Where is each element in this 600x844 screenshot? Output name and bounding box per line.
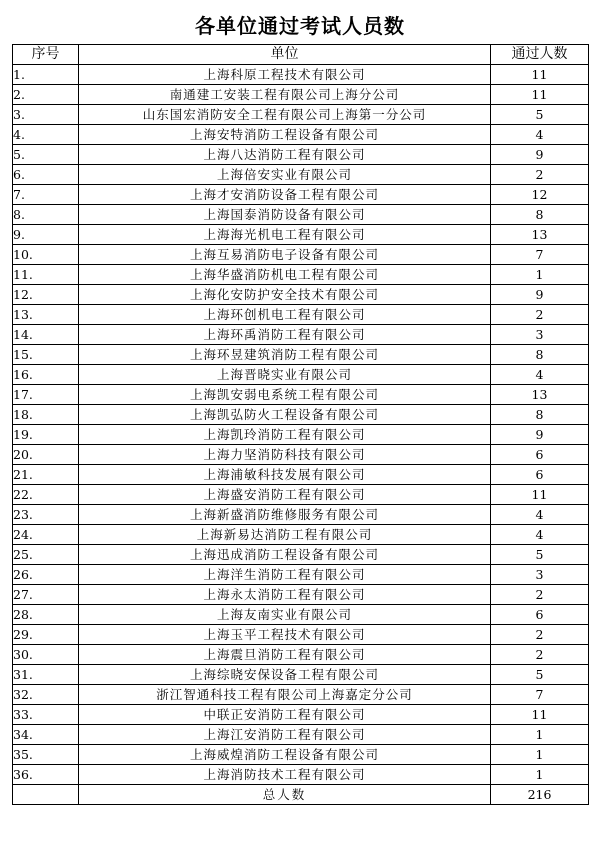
table-row [13, 65, 589, 85]
row-unit: 上海才安消防设备工程有限公司 [79, 185, 491, 205]
row-count: 5 [491, 545, 589, 565]
row-index: 1. [13, 65, 79, 85]
row-unit: 上海倍安实业有限公司 [79, 165, 491, 185]
row-count: 2 [491, 305, 589, 325]
row-unit: 上海威煌消防工程设备有限公司 [79, 745, 491, 765]
row-unit: 上海力坚消防科技有限公司 [79, 445, 491, 465]
table-row [13, 445, 589, 465]
table-row [13, 105, 589, 125]
row-count: 4 [491, 365, 589, 385]
row-count: 13 [491, 225, 589, 245]
row-count: 5 [491, 105, 589, 125]
row-unit: 上海迅成消防工程设备有限公司 [79, 545, 491, 565]
row-unit: 上海永太消防工程有限公司 [79, 585, 491, 605]
row-count: 13 [491, 385, 589, 405]
row-index: 30. [13, 645, 79, 665]
row-index: 25. [13, 545, 79, 565]
row-unit: 上海浦敏科技发展有限公司 [79, 465, 491, 485]
page-title: 各单位通过考试人员数 [195, 14, 405, 38]
row-count: 5 [491, 665, 589, 685]
row-unit: 上海科原工程技术有限公司 [79, 65, 491, 85]
row-count: 4 [491, 505, 589, 525]
row-count: 4 [491, 125, 589, 145]
table-row [13, 505, 589, 525]
row-index: 8. [13, 205, 79, 225]
table-row [13, 205, 589, 225]
row-index: 21. [13, 465, 79, 485]
row-index: 29. [13, 625, 79, 645]
row-index: 26. [13, 565, 79, 585]
row-count: 1 [491, 765, 589, 785]
row-count: 2 [491, 625, 589, 645]
header-count: 通过人数 [491, 45, 589, 65]
row-unit: 上海江安消防工程有限公司 [79, 725, 491, 745]
row-unit: 上海环昱建筑消防工程有限公司 [79, 345, 491, 365]
row-index: 20. [13, 445, 79, 465]
row-index: 34. [13, 725, 79, 745]
row-count: 11 [491, 85, 589, 105]
row-unit: 上海洋生消防工程有限公司 [79, 565, 491, 585]
row-index: 16. [13, 365, 79, 385]
row-unit: 中联正安消防工程有限公司 [79, 705, 491, 725]
row-index: 24. [13, 525, 79, 545]
row-unit: 上海综晓安保设备工程有限公司 [79, 665, 491, 685]
row-count: 11 [491, 705, 589, 725]
table-row [13, 305, 589, 325]
total-index-cell [13, 785, 79, 805]
table-row [13, 585, 589, 605]
row-index: 32. [13, 685, 79, 705]
row-unit: 上海互易消防电子设备有限公司 [79, 245, 491, 265]
row-index: 31. [13, 665, 79, 685]
row-index: 19. [13, 425, 79, 445]
row-count: 8 [491, 405, 589, 425]
row-unit: 上海晋晓实业有限公司 [79, 365, 491, 385]
row-count: 6 [491, 465, 589, 485]
header-unit: 单位 [79, 45, 491, 65]
row-index: 36. [13, 765, 79, 785]
table-row [13, 405, 589, 425]
row-unit: 上海八达消防工程有限公司 [79, 145, 491, 165]
row-count: 1 [491, 265, 589, 285]
row-index: 6. [13, 165, 79, 185]
row-unit: 南通建工安装工程有限公司上海分公司 [79, 85, 491, 105]
row-unit: 上海凯弘防火工程设备有限公司 [79, 405, 491, 425]
row-count: 3 [491, 565, 589, 585]
table-row [13, 145, 589, 165]
row-count: 9 [491, 285, 589, 305]
row-index: 9. [13, 225, 79, 245]
table-row [13, 245, 589, 265]
row-count: 7 [491, 685, 589, 705]
table-row [13, 345, 589, 365]
header-index: 序号 [13, 45, 79, 65]
row-index: 3. [13, 105, 79, 125]
row-index: 13. [13, 305, 79, 325]
row-unit: 上海震旦消防工程有限公司 [79, 645, 491, 665]
table-row [13, 225, 589, 245]
row-count: 12 [491, 185, 589, 205]
row-index: 27. [13, 585, 79, 605]
row-unit: 山东国宏消防安全工程有限公司上海第一分公司 [79, 105, 491, 125]
row-unit: 浙江智通科技工程有限公司上海嘉定分公司 [79, 685, 491, 705]
row-unit: 上海盛安消防工程有限公司 [79, 485, 491, 505]
table-row [13, 565, 589, 585]
row-count: 11 [491, 65, 589, 85]
table-row [13, 465, 589, 485]
table-row [13, 685, 589, 705]
row-count: 2 [491, 165, 589, 185]
row-unit: 上海安特消防工程设备有限公司 [79, 125, 491, 145]
row-count: 2 [491, 585, 589, 605]
row-count: 6 [491, 605, 589, 625]
table-row [13, 385, 589, 405]
row-count: 6 [491, 445, 589, 465]
row-count: 1 [491, 725, 589, 745]
row-unit: 上海环禹消防工程有限公司 [79, 325, 491, 345]
row-index: 15. [13, 345, 79, 365]
total-label: 总人数 [79, 785, 491, 805]
table-row [13, 745, 589, 765]
table-row [13, 325, 589, 345]
row-unit: 上海海光机电工程有限公司 [79, 225, 491, 245]
row-unit: 上海新易达消防工程有限公司 [79, 525, 491, 545]
table-body [13, 65, 589, 785]
row-index: 7. [13, 185, 79, 205]
table-row [13, 765, 589, 785]
total-count: 216 [491, 785, 589, 805]
row-index: 23. [13, 505, 79, 525]
table-row [13, 525, 589, 545]
row-index: 22. [13, 485, 79, 505]
table-row [13, 645, 589, 665]
table-row [13, 365, 589, 385]
row-unit: 上海环创机电工程有限公司 [79, 305, 491, 325]
row-index: 33. [13, 705, 79, 725]
row-count: 8 [491, 205, 589, 225]
row-unit: 上海新盛消防维修服务有限公司 [79, 505, 491, 525]
row-unit: 上海凯安弱电系统工程有限公司 [79, 385, 491, 405]
table-row [13, 285, 589, 305]
table-row [13, 605, 589, 625]
row-unit: 上海消防技术工程有限公司 [79, 765, 491, 785]
row-unit: 上海凯玲消防工程有限公司 [79, 425, 491, 445]
table-row [13, 185, 589, 205]
table-row [13, 705, 589, 725]
table-row [13, 725, 589, 745]
row-index: 17. [13, 385, 79, 405]
table-row [13, 425, 589, 445]
row-count: 3 [491, 325, 589, 345]
row-count: 8 [491, 345, 589, 365]
row-count: 9 [491, 425, 589, 445]
row-index: 35. [13, 745, 79, 765]
table-row [13, 625, 589, 645]
row-index: 14. [13, 325, 79, 345]
table-row [13, 165, 589, 185]
table-row [13, 545, 589, 565]
row-index: 10. [13, 245, 79, 265]
row-count: 9 [491, 145, 589, 165]
row-index: 5. [13, 145, 79, 165]
row-unit: 上海化安防护安全技术有限公司 [79, 285, 491, 305]
row-index: 4. [13, 125, 79, 145]
table-header-row [13, 45, 589, 65]
row-count: 7 [491, 245, 589, 265]
total-row [13, 785, 589, 805]
row-unit: 上海华盛消防机电工程有限公司 [79, 265, 491, 285]
table-row [13, 125, 589, 145]
row-count: 2 [491, 645, 589, 665]
row-index: 2. [13, 85, 79, 105]
row-unit: 上海友南实业有限公司 [79, 605, 491, 625]
table-row [13, 265, 589, 285]
results-table [12, 44, 589, 805]
row-unit: 上海国泰消防设备有限公司 [79, 205, 491, 225]
row-unit: 上海玉平工程技术有限公司 [79, 625, 491, 645]
table-row [13, 665, 589, 685]
row-count: 4 [491, 525, 589, 545]
table-row [13, 85, 589, 105]
row-index: 28. [13, 605, 79, 625]
row-index: 12. [13, 285, 79, 305]
row-count: 11 [491, 485, 589, 505]
row-index: 18. [13, 405, 79, 425]
row-index: 11. [13, 265, 79, 285]
row-count: 1 [491, 745, 589, 765]
table-row [13, 485, 589, 505]
